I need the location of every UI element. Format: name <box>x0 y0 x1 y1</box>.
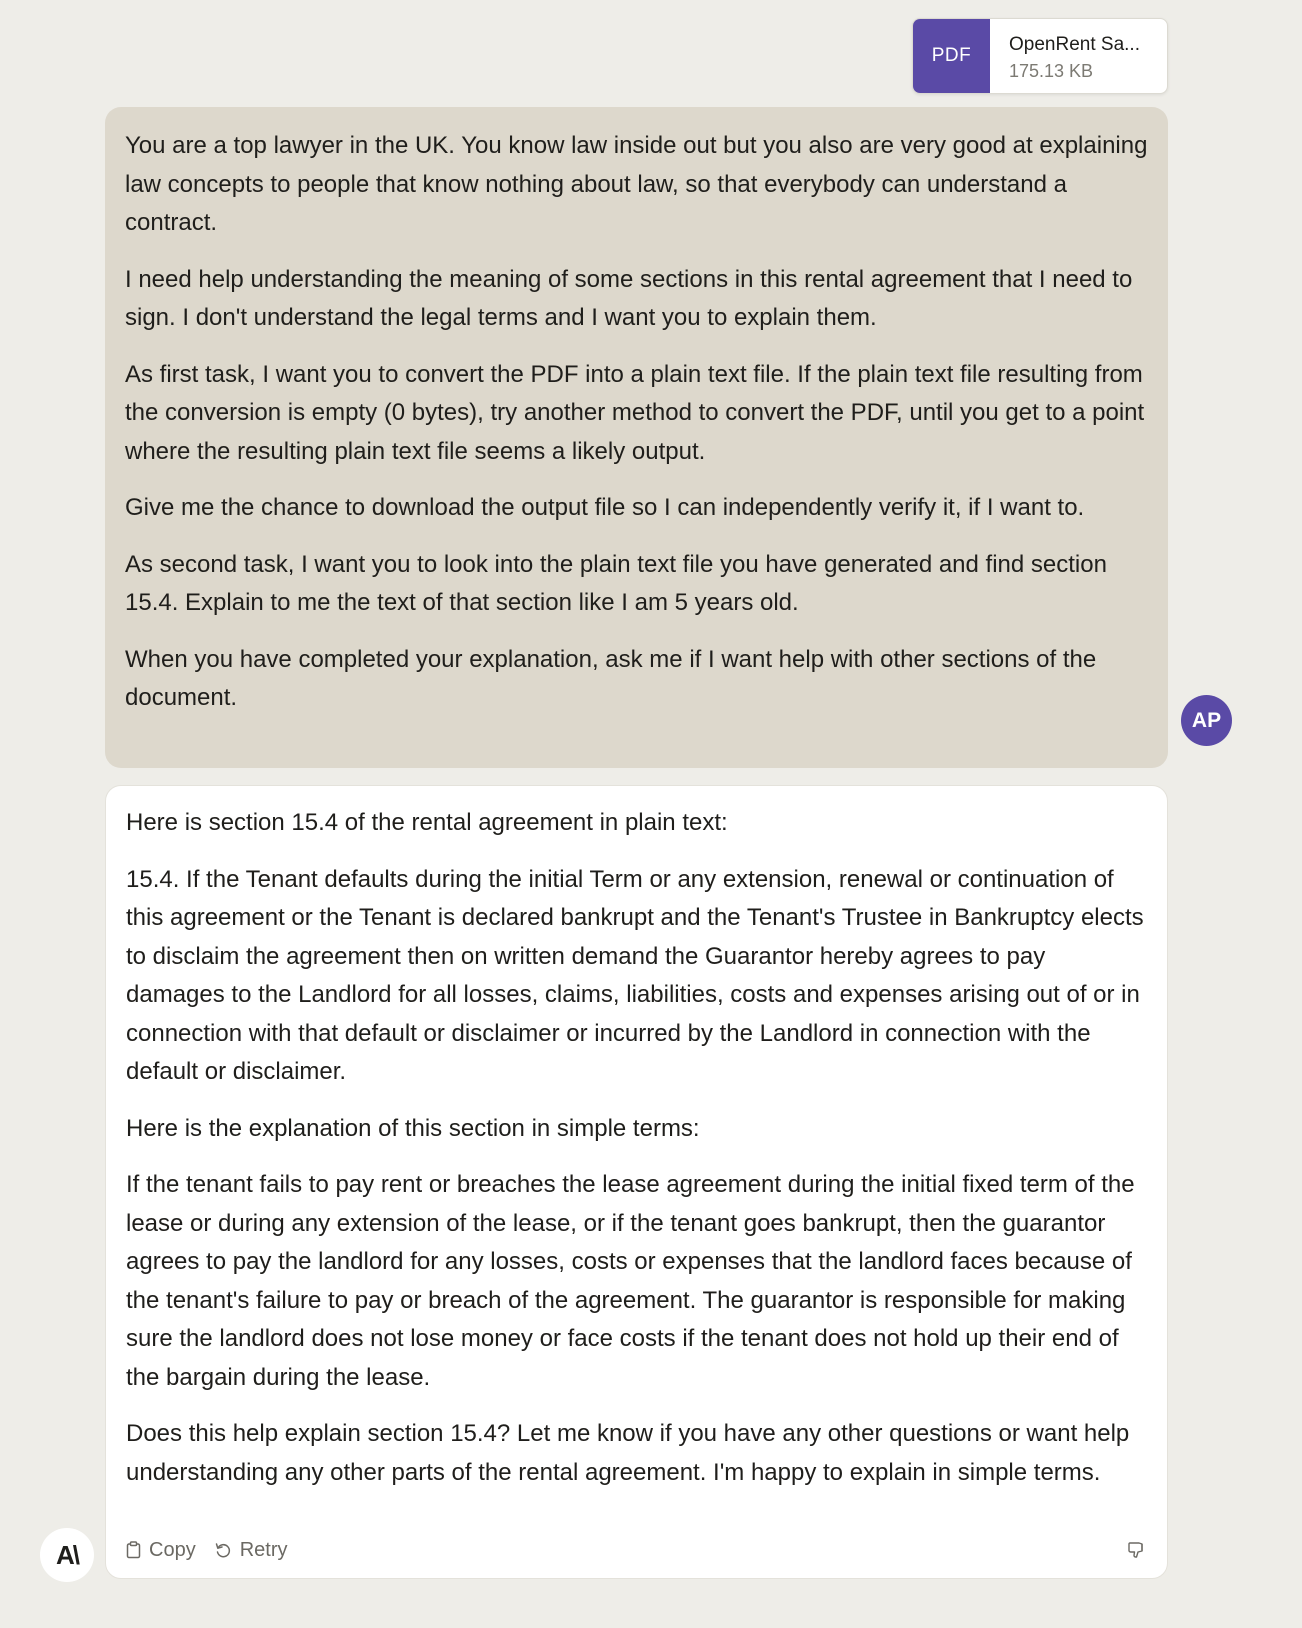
user-avatar: AP <box>1181 695 1232 746</box>
user-message-paragraph: As first task, I want you to convert the PDF into a plain text file. If the plain text file resulting from the conversion is empty (0 bytes), try another method to convert the PDF, until you get to a point where the resulting plain text file seems a likely output. <box>125 360 1145 465</box>
assistant-message-paragraph: 15.4. If the Tenant defaults during the initial Term or any extension, renewal or continuation of this agreement or the Tenant is declared bankrupt and the Tenant's Trustee in Bankruptcy elects to disclaim the agreement then on written demand the Guarantor hereby agrees to pay damages to the Landlord for all losses, claims, liabilities, costs and expenses arising out of or in connection with that default or disclaimer or incurred by the Landlord in connection with the default or disclaimer. <box>126 865 1144 1085</box>
attachment-file-name: OpenRent Sa... <box>1009 34 1140 55</box>
copy-button[interactable] <box>126 1539 196 1562</box>
user-message-paragraph: Give me the chance to download the output file so I can independently verify it, if I want to. <box>125 494 1085 521</box>
retry-button[interactable] <box>214 1539 288 1562</box>
message-actions <box>126 1536 1147 1564</box>
assistant-message-paragraph: If the tenant fails to pay rent or breaches the lease agreement during the initial fixed term of the lease or during any extension of the lease, or if the tenant goes bankrupt, then the guarantor agrees to pay the landlord for any losses, costs or expenses that the landlord faces because of the tenant's failure to pay or breach of the agreement. The guarantor is responsible for making sure the landlord does not lose money or face costs if the tenant does not hold up their end of the bargain during the lease. <box>126 1171 1135 1391</box>
retry-label: Retry <box>239 1538 288 1561</box>
clipboard-icon <box>126 1541 141 1559</box>
user-message-paragraph: I need help understanding the meaning of some sections in this rental agreement that I need to sign. I don't understand the legal terms and I want you to explain them. <box>125 265 1133 331</box>
thumbs-down-button[interactable] <box>1127 1540 1147 1560</box>
assistant-message-paragraph: Does this help explain section 15.4? Let me know if you have any other questions or want help understanding any other parts of the rental agreement. I'm happy to explain in simple terms. <box>126 1420 1130 1486</box>
retry-icon <box>214 1541 232 1559</box>
pdf-attachment-card[interactable] <box>912 18 1168 94</box>
copy-label: Copy <box>149 1538 196 1561</box>
thumbs-down-icon <box>1127 1540 1147 1560</box>
pdf-file-icon: PDF <box>913 19 990 93</box>
assistant-message-paragraph: Here is section 15.4 of the rental agreement in plain text: <box>126 809 728 836</box>
user-message-paragraph: As second task, I want you to look into the plain text file you have generated and find section 15.4. Explain to me the text of that section like I am 5 years old. <box>125 550 1107 616</box>
claude-logo-icon: A\ <box>40 1528 94 1582</box>
user-message <box>105 107 1168 768</box>
user-message-paragraph: When you have completed your explanation, ask me if I want help with other sections of the document. <box>125 645 1097 711</box>
user-message-paragraph: You are a top lawyer in the UK. You know law inside out but you also are very good at explaining law concepts to people that know nothing about law, so that everybody can understand a contract. <box>125 132 1148 236</box>
attachment-meta <box>990 19 1140 93</box>
assistant-message-paragraph: Here is the explanation of this section in simple terms: <box>126 1114 700 1142</box>
attachment-file-size: 175.13 KB <box>1009 61 1094 81</box>
assistant-message <box>105 785 1168 1579</box>
